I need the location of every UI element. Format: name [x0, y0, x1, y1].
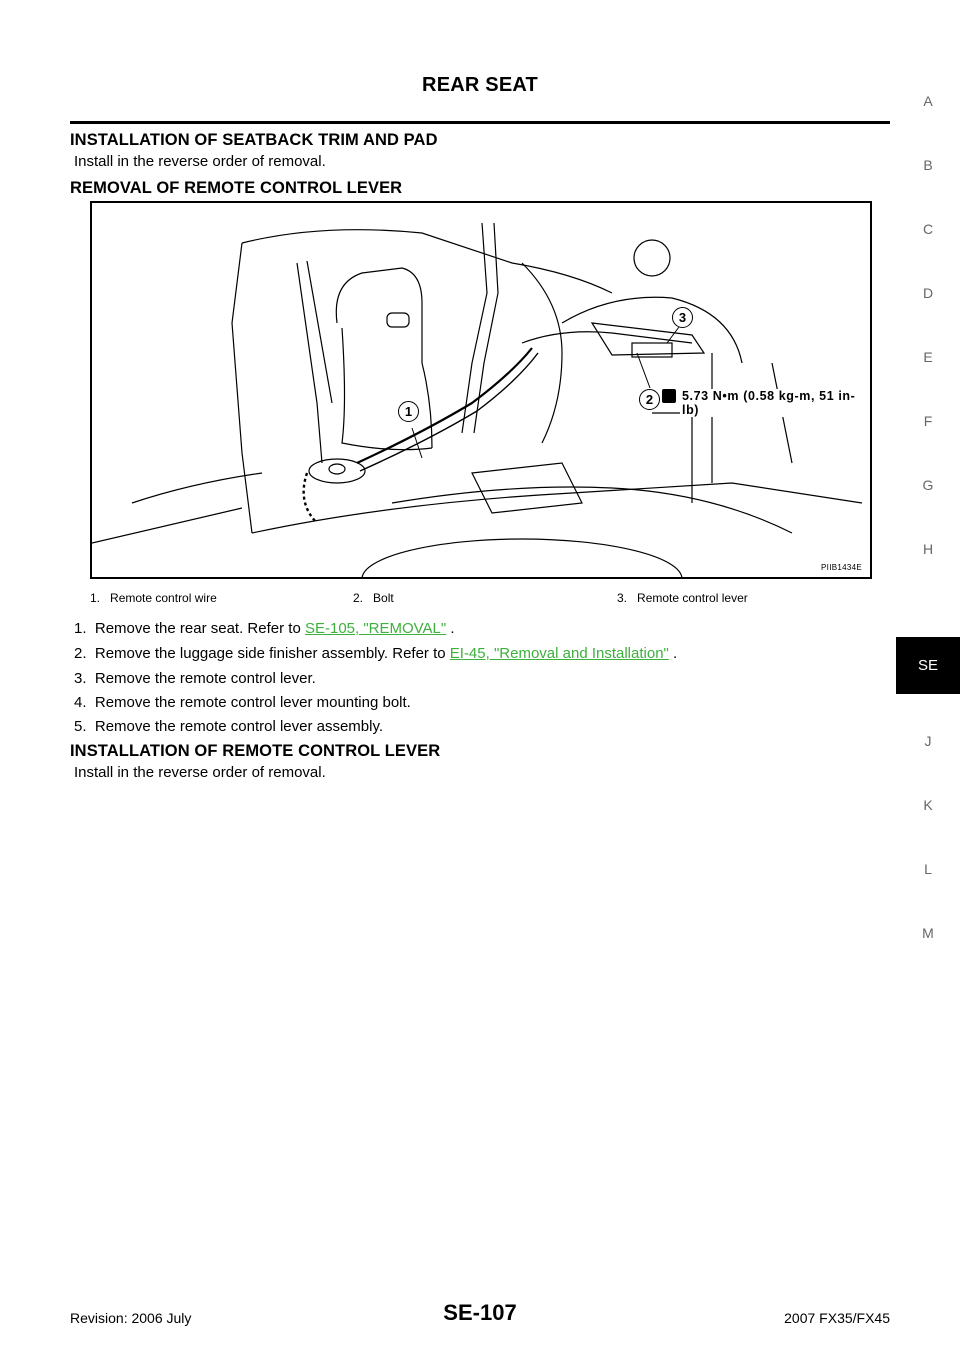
step-5 — [74, 718, 383, 735]
torque-spec: 5.73 N•m (0.58 kg-m, 51 in-lb) — [680, 389, 870, 417]
legend-label: Remote control wire — [110, 591, 217, 605]
link-se-105-removal[interactable]: SE-105, "REMOVAL" — [304, 620, 447, 637]
footer-page-number: SE-107 — [443, 1300, 517, 1325]
install-trim-text: Install in the reverse order of removal. — [74, 153, 326, 170]
legend-item-2 — [353, 591, 394, 605]
step-number: 4. — [74, 694, 87, 711]
tab-j[interactable]: J — [924, 733, 932, 749]
tab-k[interactable]: K — [923, 797, 933, 813]
step-text: Remove the remote control lever mounting bolt. — [94, 694, 411, 711]
step-text: Remove the remote control lever assembly. — [94, 718, 384, 735]
legend-label: Remote control lever — [637, 591, 748, 605]
step-text: Remove the remote control lever. — [94, 670, 316, 687]
legend-num: 3. — [617, 591, 628, 605]
tab-h[interactable]: H — [922, 541, 934, 557]
step-2 — [74, 645, 677, 662]
callout-3: 3 — [672, 307, 693, 328]
step-text-after: . — [446, 620, 455, 637]
figure-id: PIIB1434E — [821, 563, 862, 572]
callout-1: 1 — [398, 401, 419, 422]
step-text: Remove the luggage side finisher assembly. Refer to — [94, 645, 450, 662]
step-4 — [74, 694, 411, 711]
step-number: 2. — [74, 645, 87, 662]
step-1 — [74, 620, 455, 637]
step-text: Remove the rear seat. Refer to — [94, 620, 305, 637]
legend-item-3 — [617, 591, 748, 605]
legend-num: 1. — [90, 591, 101, 605]
tab-e[interactable]: E — [923, 349, 933, 365]
section-heading-removal-lever: REMOVAL OF REMOTE CONTROL LEVER — [70, 179, 403, 197]
step-text-after: . — [668, 645, 678, 662]
section-heading-install-lever: INSTALLATION OF REMOTE CONTROL LEVER — [70, 742, 441, 760]
install-lever-text: Install in the reverse order of removal. — [74, 764, 326, 781]
tab-a[interactable]: A — [923, 93, 933, 109]
step-number: 5. — [74, 718, 87, 735]
legend-num: 2. — [353, 591, 364, 605]
tab-m[interactable]: M — [922, 925, 934, 941]
tab-d[interactable]: D — [922, 285, 934, 301]
tab-se-active[interactable]: SE — [896, 637, 960, 694]
page-title: REAR SEAT — [422, 74, 538, 96]
link-ei-45-removal-installation[interactable]: EI-45, "Removal and Installation" — [449, 645, 669, 662]
step-number: 3. — [74, 670, 87, 687]
callout-2: 2 — [639, 389, 660, 410]
tab-c[interactable]: C — [922, 221, 934, 237]
tab-l[interactable]: L — [924, 861, 932, 877]
tab-f[interactable]: F — [923, 413, 933, 429]
step-3 — [74, 670, 316, 687]
section-heading-install-trim: INSTALLATION OF SEATBACK TRIM AND PAD — [70, 131, 438, 149]
remote-control-lever-illustration — [90, 201, 872, 579]
header-divider — [70, 121, 890, 124]
legend-label: Bolt — [373, 591, 394, 605]
footer-model: 2007 FX35/FX45 — [784, 1310, 890, 1326]
legend-item-1 — [90, 591, 217, 605]
tab-g[interactable]: G — [922, 477, 934, 493]
torque-wrench-icon — [662, 389, 676, 403]
footer-revision: Revision: 2006 July — [70, 1310, 192, 1326]
step-number: 1. — [74, 620, 87, 637]
tab-b[interactable]: B — [923, 157, 933, 173]
